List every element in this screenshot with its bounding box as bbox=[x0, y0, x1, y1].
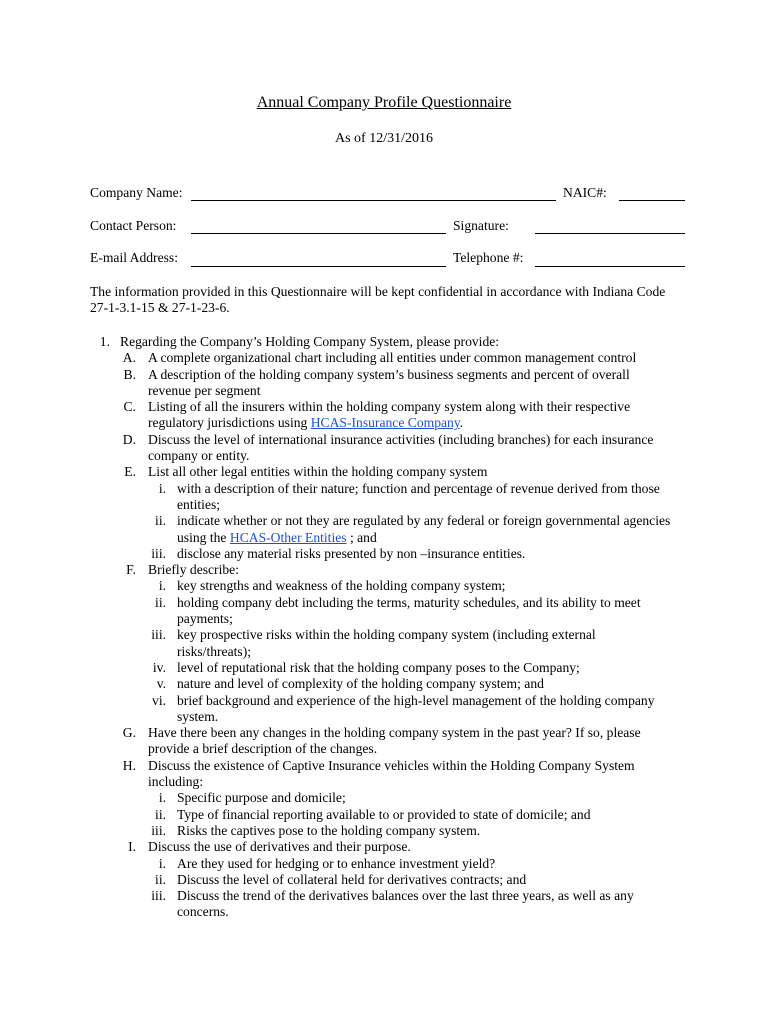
telephone-label: Telephone #: bbox=[453, 250, 524, 265]
item-text: A description of the holding company system’s business segments and percent of overall bbox=[148, 366, 630, 382]
list-subitem-continuation bbox=[0, 904, 768, 920]
list-subitem-continuation bbox=[0, 530, 768, 546]
contact-person-field[interactable] bbox=[191, 233, 446, 234]
item-text bbox=[148, 415, 463, 431]
subitem-label: i. bbox=[158, 790, 166, 806]
list-subitem bbox=[0, 546, 768, 562]
email-label: E-mail Address: bbox=[90, 250, 178, 265]
list-item bbox=[0, 725, 768, 741]
list-item bbox=[0, 758, 768, 774]
subitem-text: level of reputational risk that the holding company poses to the Company; bbox=[177, 659, 580, 675]
subitem-text: brief background and experience of the high-level management of the holding company bbox=[177, 692, 655, 708]
item-label: I. bbox=[128, 839, 136, 855]
subitem-text: Specific purpose and domicile; bbox=[177, 790, 346, 806]
list-subitem-continuation bbox=[0, 497, 768, 513]
item-label: F. bbox=[126, 562, 136, 578]
list-subitem bbox=[0, 856, 768, 872]
list-subitem-continuation bbox=[0, 644, 768, 660]
subitem-label: i. bbox=[158, 855, 166, 871]
item-label: A. bbox=[122, 350, 136, 366]
list-subitem bbox=[0, 807, 768, 823]
list-subitem bbox=[0, 790, 768, 806]
subitem-label: iii. bbox=[151, 822, 166, 838]
subitem-text: Discuss the level of collateral held for derivatives contracts; and bbox=[177, 871, 527, 887]
item-text: Regarding the Company’s Holding Company System, please provide: bbox=[120, 334, 500, 349]
item-label: C. bbox=[123, 399, 136, 415]
as-of-date: As of 12/31/2016 bbox=[335, 131, 433, 146]
item-label: D. bbox=[122, 431, 136, 447]
list-item bbox=[0, 367, 768, 383]
confidential-line-1: The information provided in this Questionnaire will be kept confidential in accordance with Indiana Code bbox=[90, 284, 666, 299]
subitem-text: Type of financial reporting available to or provided to state of domicile; and bbox=[177, 806, 591, 822]
list-subitem bbox=[0, 595, 768, 611]
subitem-text: with a description of their nature; function and percentage of revenue derived from those bbox=[177, 480, 660, 496]
item-text: Discuss the level of international insurance activities (including branches) for each insurance bbox=[148, 431, 654, 447]
list-subitem bbox=[0, 627, 768, 643]
subitem-label: i. bbox=[158, 578, 166, 594]
subitem-text: indicate whether or not they are regulated by any federal or foreign governmental agencies bbox=[177, 513, 671, 529]
item-text: provide a brief description of the changes. bbox=[148, 741, 378, 757]
item-text-prefix: regulatory jurisdictions using bbox=[148, 415, 311, 431]
list-item bbox=[0, 464, 768, 480]
list-item bbox=[0, 334, 768, 350]
subitem-text: nature and level of complexity of the holding company system; and bbox=[177, 676, 544, 692]
subitem-text: entities; bbox=[177, 496, 221, 512]
subitem-text: system. bbox=[177, 708, 219, 724]
company-name-label: Company Name: bbox=[90, 185, 183, 200]
item-text: Discuss the existence of Captive Insurance vehicles within the Holding Company System bbox=[148, 757, 635, 773]
list-subitem bbox=[0, 888, 768, 904]
list-subitem bbox=[0, 693, 768, 709]
list-subitem-continuation bbox=[0, 611, 768, 627]
list-subitem bbox=[0, 481, 768, 497]
subitem-text: Are they used for hedging or to enhance investment yield? bbox=[177, 855, 496, 871]
email-field[interactable] bbox=[191, 266, 446, 267]
item-text: company or entity. bbox=[148, 448, 250, 464]
list-subitem bbox=[0, 578, 768, 594]
subitem-label: iii. bbox=[151, 627, 166, 643]
subitem-label: iii. bbox=[151, 545, 166, 561]
signature-label: Signature: bbox=[453, 218, 509, 233]
subitem-label: ii. bbox=[155, 806, 166, 822]
list-subitem bbox=[0, 660, 768, 676]
list-item-continuation bbox=[0, 448, 768, 464]
subitem-label: ii. bbox=[155, 871, 166, 887]
list-subitem bbox=[0, 676, 768, 692]
subitem-label: vi. bbox=[152, 692, 166, 708]
subitem-text: Discuss the trend of the derivatives balances over the last three years, as well as any bbox=[177, 888, 634, 904]
confidential-line-2: 27-1-3.1-15 & 27-1-23-6. bbox=[90, 300, 230, 315]
list-subitem-continuation bbox=[0, 709, 768, 725]
telephone-field[interactable] bbox=[535, 266, 685, 267]
item-text: revenue per segment bbox=[148, 382, 261, 398]
list-subitem bbox=[0, 513, 768, 529]
item-text: including: bbox=[148, 774, 204, 790]
naic-field[interactable] bbox=[619, 200, 685, 201]
list-item bbox=[0, 350, 768, 366]
subitem-text: holding company debt including the terms, maturity schedules, and its ability to meet bbox=[177, 594, 641, 610]
item-text: Discuss the use of derivatives and their purpose. bbox=[148, 839, 411, 855]
subitem-text: risks/threats); bbox=[177, 643, 251, 659]
naic-label: NAIC#: bbox=[563, 185, 607, 200]
subitem-text: concerns. bbox=[177, 904, 229, 920]
list-item-continuation bbox=[0, 383, 768, 399]
subitem-label: ii. bbox=[155, 594, 166, 610]
subitem-label: ii. bbox=[155, 513, 166, 529]
subitem-text: key strengths and weakness of the holding company system; bbox=[177, 578, 506, 594]
list-item-continuation bbox=[0, 774, 768, 790]
item-text: A complete organizational chart including all entities under common management control bbox=[148, 350, 637, 366]
list-item bbox=[0, 432, 768, 448]
item-label: B. bbox=[123, 366, 136, 382]
subitem-text-prefix: using the bbox=[177, 529, 230, 545]
list-subitem bbox=[0, 872, 768, 888]
subitem-text: payments; bbox=[177, 611, 233, 627]
item-text: Listing of all the insurers within the holding company system along with their respective bbox=[148, 399, 631, 415]
list-subitem bbox=[0, 823, 768, 839]
signature-field[interactable] bbox=[535, 233, 685, 234]
item-text-suffix: . bbox=[459, 415, 464, 431]
company-name-field[interactable] bbox=[191, 200, 556, 201]
list-item-continuation bbox=[0, 741, 768, 757]
subitem-text-suffix: ; and bbox=[346, 529, 377, 545]
subitem-label: iii. bbox=[151, 888, 166, 904]
contact-person-label: Contact Person: bbox=[90, 218, 177, 233]
item-label: G. bbox=[122, 725, 136, 741]
item-text: List all other legal entities within the holding company system bbox=[148, 464, 488, 480]
subitem-text: disclose any material risks presented by non –insurance entities. bbox=[177, 545, 526, 561]
hcas-other-entities-link[interactable]: HCAS-Other Entities bbox=[229, 529, 347, 545]
item-label: E. bbox=[124, 464, 136, 480]
subitem-text bbox=[177, 530, 377, 546]
item-text: Have there been any changes in the holding company system in the past year? If so, please bbox=[148, 725, 641, 741]
item-label: H. bbox=[122, 757, 136, 773]
subitem-label: i. bbox=[158, 480, 166, 496]
list-item bbox=[0, 562, 768, 578]
list-item bbox=[0, 399, 768, 415]
hcas-insurance-company-link[interactable]: HCAS-Insurance Company bbox=[310, 415, 460, 431]
page-title: Annual Company Profile Questionnaire bbox=[256, 94, 512, 111]
list-item-continuation bbox=[0, 415, 768, 431]
list-item bbox=[0, 839, 768, 855]
subitem-label: v. bbox=[156, 676, 166, 692]
subitem-label: iv. bbox=[152, 659, 166, 675]
item-number: 1. bbox=[99, 334, 110, 349]
subitem-text: key prospective risks within the holding company system (including external bbox=[177, 627, 596, 643]
item-text: Briefly describe: bbox=[148, 562, 239, 578]
subitem-text: Risks the captives pose to the holding company system. bbox=[177, 822, 481, 838]
question-list bbox=[0, 334, 768, 921]
